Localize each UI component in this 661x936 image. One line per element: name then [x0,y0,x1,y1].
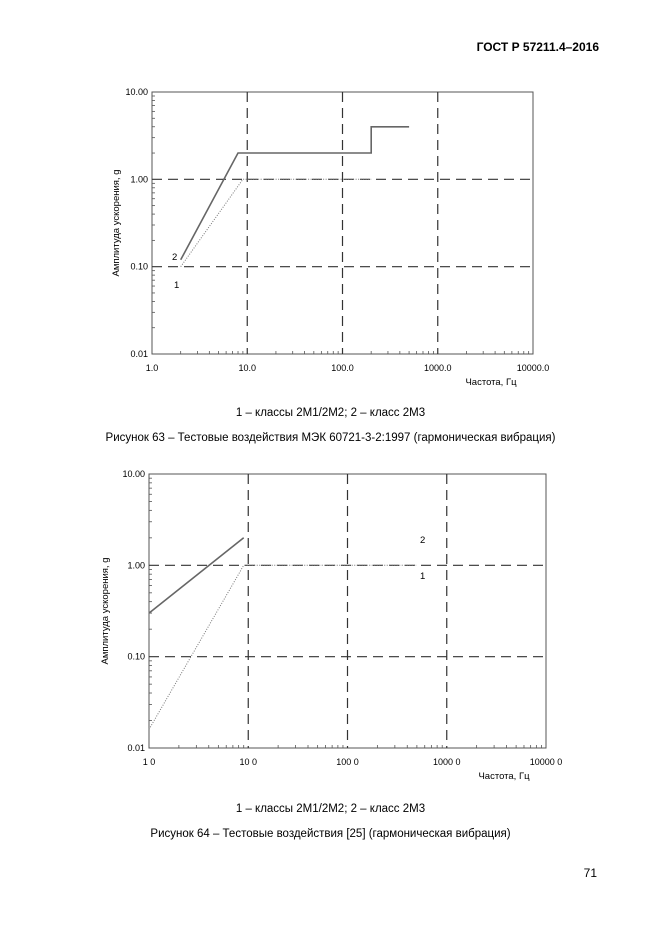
series-2-label: 2 [172,252,178,263]
series-1-label: 1 [174,280,180,291]
y-tick-label: 10.00 [125,87,148,97]
y-tick-label: 0.10 [130,261,148,272]
y-tick-label: 1.00 [130,174,148,185]
series-2-line [149,538,244,613]
series-2-label: 2 [420,535,426,546]
y-axis-label: Амплитуда ускорения, g [111,169,122,277]
x-tick-label: 10000 0 [529,757,563,767]
x-tick-label: 10 0 [239,757,258,767]
series-2-line [181,127,409,260]
page-number: 71 [583,866,597,880]
x-tick-label: 1000.0 [423,363,452,373]
chart-figure-64 [100,469,562,782]
x-tick-label: 100 0 [336,757,359,767]
y-tick-label: 0.01 [127,743,145,753]
x-axis-label: Частота, Гц [465,377,517,388]
x-tick-label: 10.0 [238,363,257,373]
figure-63-caption: Рисунок 63 – Тестовые воздействия МЭК 60721-3-2:1997 (гармоническая вибрация) [105,432,556,444]
series-1-line [149,565,417,729]
figure-63-legend-caption: 1 – классы 2М1/2М2; 2 – класс 2М3 [235,407,426,419]
y-tick-label: 0.10 [127,651,145,662]
document-header: ГОСТ Р 57211.4–2016 [476,40,599,54]
chart-figure-63 [111,87,549,388]
figure-64-caption: Рисунок 64 – Тестовые воздействия [25] (гармоническая вибрация) [150,828,511,840]
y-axis-label: Амплитуда ускорения, g [100,557,111,665]
x-tick-label: 1 0 [142,757,156,767]
x-tick-label: 10000.0 [516,363,550,373]
y-tick-label: 0.01 [130,349,148,359]
x-tick-label: 1000 0 [432,757,461,767]
figure-64-legend-caption: 1 – классы 2М1/2М2; 2 – класс 2М3 [235,803,426,815]
x-axis-label: Частота, Гц [478,771,530,782]
x-tick-label: 1.0 [145,363,159,373]
series-1-label: 1 [420,571,426,582]
y-tick-label: 1.00 [127,560,145,571]
y-tick-label: 10.00 [122,469,145,479]
x-tick-label: 100.0 [331,363,354,373]
